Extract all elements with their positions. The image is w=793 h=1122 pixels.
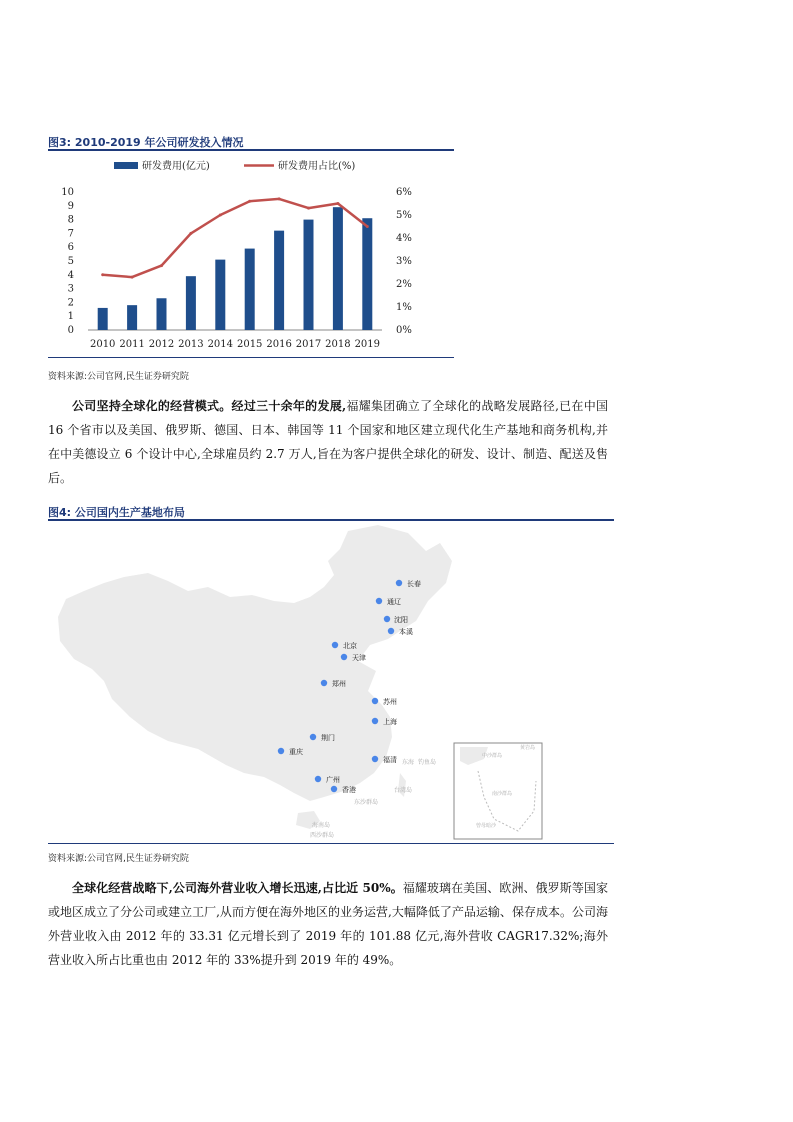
figure4-title: 图4: 公司国内生产基地布局 — [48, 506, 185, 519]
sea-label-zengmu: 曾母暗沙 — [476, 823, 497, 829]
rd-chart — [48, 152, 458, 357]
y-tick-label-left: 8 — [67, 214, 74, 226]
bar-2015 — [245, 249, 255, 330]
figure4-bottom-rule — [48, 843, 614, 844]
city-label-tianjin: 天津 — [352, 654, 366, 662]
y-tick-label-left: 2 — [67, 297, 74, 309]
city-dot-shenyang — [384, 616, 390, 622]
x-tick-label-2017: 2017 — [295, 339, 322, 350]
city-dot-zhengzhou — [321, 680, 327, 686]
x-tick-label-2019: 2019 — [354, 339, 381, 350]
city-dot-hongkong — [331, 786, 337, 792]
bar-2013 — [186, 276, 196, 330]
x-tick-label-2012: 2012 — [148, 339, 175, 350]
bar-2016 — [274, 231, 284, 330]
bar-2011 — [127, 305, 137, 330]
bar-2018 — [333, 207, 343, 330]
paragraph-overseas-revenue — [48, 876, 608, 972]
sea-label-taiwan: 台湾岛 — [394, 787, 413, 794]
bar-2014 — [215, 260, 225, 330]
city-label-shanghai: 上海 — [383, 718, 397, 726]
bar-2010 — [98, 308, 108, 330]
city-dot-guangzhou — [315, 776, 321, 782]
city-dot-benxi — [388, 628, 394, 634]
sea-label-hainan: 海南岛 — [312, 822, 331, 829]
sea-label-nansha: 南沙群岛 — [492, 791, 513, 797]
y-tick-label-right: 1% — [396, 302, 412, 313]
paragraph-global-strategy-body: 福耀集团确立了全球化的战略发展路径,已在中国 16 个省市以及美国、俄罗斯、德国、日本、韩国等 11 个国家和地区建立现代化生产基地和商务机构,并在中美德设立 6 个设计中心,全球雇员约 2.7 万人,旨在为客户提供全球化的研发、设计、制造、配送及售后。 — [48, 399, 608, 485]
y-tick-label-left: 4 — [67, 269, 74, 281]
line-point-2018 — [336, 202, 339, 205]
sea-label-xisha: 西沙群岛 — [310, 832, 335, 839]
line-point-2011 — [131, 276, 134, 279]
y-tick-label-right: 0% — [396, 325, 412, 336]
sea-label-zhongsha: 中沙群岛 — [482, 753, 503, 759]
y-tick-label-left: 5 — [67, 256, 74, 267]
city-dot-tianjin — [341, 654, 347, 660]
city-label-tongliao: 通辽 — [387, 598, 401, 606]
city-dot-chongqing — [278, 748, 284, 754]
y-tick-label-left: 9 — [67, 200, 74, 212]
y-tick-label-left: 7 — [67, 228, 74, 240]
legend-label-line: 研发费用占比(%) — [278, 161, 356, 172]
city-dot-fuqing — [372, 756, 378, 762]
china-base-map — [48, 521, 614, 843]
line-point-2014 — [219, 214, 222, 217]
bar-2019 — [362, 218, 372, 330]
line-point-2016 — [278, 197, 281, 200]
figure3-title-rule — [48, 149, 454, 151]
y-tick-label-right: 3% — [396, 256, 412, 267]
x-tick-label-2016: 2016 — [266, 339, 292, 350]
x-tick-label-2018: 2018 — [325, 339, 351, 350]
city-label-suzhou: 苏州 — [383, 698, 397, 706]
y-tick-label-left: 6 — [67, 242, 74, 254]
figure4-source: 资料来源:公司官网,民生证券研究院 — [48, 854, 189, 864]
line-point-2017 — [307, 207, 310, 210]
city-label-zhengzhou: 郑州 — [332, 680, 346, 688]
bar-2017 — [304, 220, 314, 330]
legend-swatch-bar — [114, 162, 138, 169]
city-dot-suzhou — [372, 698, 378, 704]
city-label-fuqing: 福清 — [383, 756, 397, 764]
figure3-bottom-rule — [48, 357, 454, 358]
x-tick-label-2011: 2011 — [119, 339, 145, 350]
sea-label-dongsha: 东沙群岛 — [354, 799, 379, 806]
x-tick-label-2013: 2013 — [178, 339, 204, 350]
city-dot-beijing — [332, 642, 338, 648]
y-tick-label-right: 2% — [396, 279, 412, 290]
figure3-source: 资料来源:公司官网,民生证券研究院 — [48, 372, 189, 382]
city-label-changchun: 长春 — [407, 580, 421, 588]
sea-label-donghai: 东海 — [402, 759, 415, 766]
y-tick-label-right: 6% — [396, 187, 412, 198]
city-label-jingmen: 荆门 — [321, 734, 335, 742]
city-dot-tongliao — [376, 598, 382, 604]
city-label-guangzhou: 广州 — [326, 776, 340, 784]
y-tick-label-left: 10 — [61, 187, 74, 198]
city-dot-jingmen — [310, 734, 316, 740]
paragraph-overseas-revenue-lead: 全球化经营战略下,公司海外营业收入增长迅速,占比近 50%。 — [72, 881, 403, 895]
y-tick-label-left: 3 — [67, 283, 74, 295]
city-label-shenyang: 沈阳 — [394, 616, 408, 624]
y-tick-label-left: 1 — [67, 311, 74, 323]
x-tick-label-2014: 2014 — [207, 339, 234, 350]
paragraph-global-strategy — [48, 394, 608, 490]
city-label-beijing: 北京 — [343, 642, 357, 650]
y-tick-label-right: 4% — [396, 233, 412, 244]
line-point-2012 — [160, 264, 163, 267]
paragraph-overseas-revenue-body: 福耀玻璃在美国、欧洲、俄罗斯等国家或地区成立了分公司或建立工厂,从而方便在海外地区的业务运营,大幅降低了产品运输、保存成本。公司海外营业收入由 2012 年的 33.31 亿元增长到了 2019 年的 101.88 亿元,海外营收 CAGR17.32%;海外营业收入所占比重也由 2012 年的 33%提升到 2019 年的 49%。 — [48, 881, 608, 967]
line-rd-ratio — [103, 199, 368, 277]
city-dot-shanghai — [372, 718, 378, 724]
bar-2012 — [157, 298, 167, 330]
paragraph-global-strategy-lead: 公司坚持全球化的经营模式。经过三十余年的发展, — [72, 399, 347, 413]
legend-label-bar: 研发费用(亿元) — [142, 161, 210, 172]
city-label-chongqing: 重庆 — [289, 748, 303, 756]
line-point-2019 — [366, 225, 369, 228]
sea-label-huangyan: 黄岩岛 — [520, 745, 536, 751]
sea-label-diaoyu: 钓鱼岛 — [418, 759, 437, 766]
y-tick-label-right: 5% — [396, 210, 412, 221]
x-tick-label-2015: 2015 — [236, 339, 263, 350]
city-dot-changchun — [396, 580, 402, 586]
x-tick-label-2010: 2010 — [89, 339, 116, 350]
city-label-benxi: 本溪 — [399, 628, 413, 636]
y-tick-label-left: 0 — [67, 325, 74, 336]
line-point-2010 — [101, 273, 104, 276]
figure3-title: 图3: 2010-2019 年公司研发投入情况 — [48, 136, 244, 149]
line-point-2015 — [248, 200, 251, 203]
line-point-2013 — [189, 232, 192, 235]
city-label-hongkong: 香港 — [342, 786, 356, 794]
